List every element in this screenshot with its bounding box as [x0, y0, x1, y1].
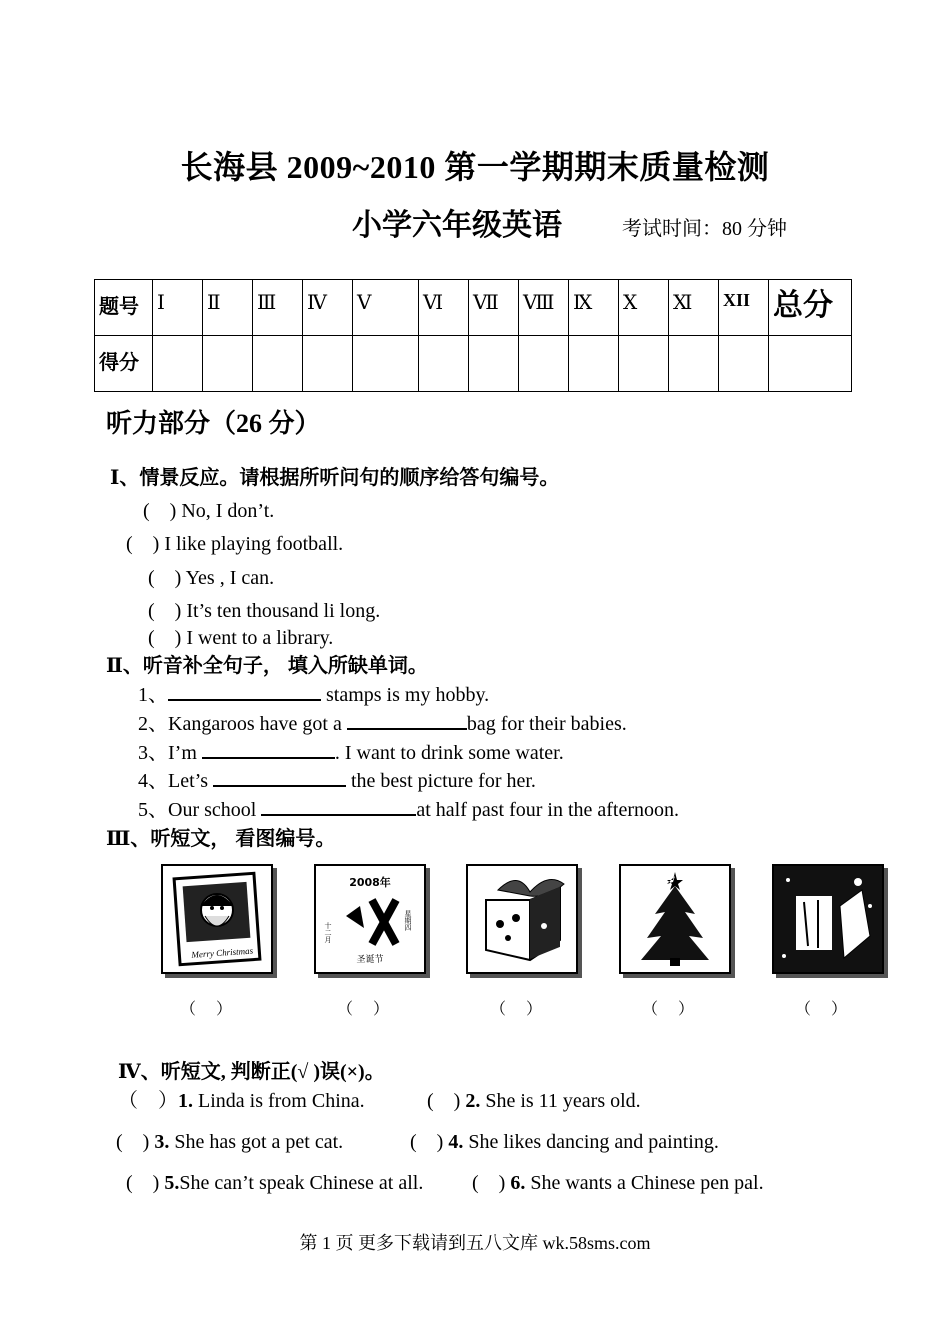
picture-answer-paren[interactable]: （ ） — [180, 1001, 233, 1018]
part1-title: Ⅰ、情景反应。请根据所听问句的顺序给答句编号。 — [110, 467, 560, 489]
fill-blank[interactable] — [261, 796, 416, 816]
answer-paren[interactable]: ( ) — [116, 1131, 150, 1153]
score-cell[interactable] — [153, 336, 203, 392]
calendar-icon — [316, 866, 424, 972]
exam-subtitle: 小学六年级英语 — [352, 209, 562, 242]
part1-item: ( ) No, I don’t. — [143, 500, 275, 522]
total-label: 总分 — [769, 280, 852, 336]
calendar-month: 十二月 — [324, 922, 332, 943]
picture-answer-paren[interactable]: （ ） — [642, 1001, 695, 1018]
calendar-picture — [314, 864, 426, 974]
score-cell[interactable] — [619, 336, 669, 392]
score-cell[interactable] — [253, 336, 303, 392]
answer-paren[interactable]: ( ) — [410, 1131, 444, 1153]
answer-paren[interactable]: ( ) — [148, 600, 182, 622]
col-label: Ⅸ — [569, 280, 619, 336]
answer-paren[interactable]: ( ) — [148, 627, 182, 649]
col-label: Ⅳ — [303, 280, 353, 336]
score-cell[interactable] — [419, 336, 469, 392]
card-text: Merry Christmas — [191, 945, 254, 960]
score-table — [94, 279, 852, 392]
score-table-score-row — [95, 336, 852, 392]
calendar-weekday: 星期四 — [404, 910, 412, 931]
part1-item: ( ) I went to a library. — [148, 627, 334, 649]
window-night-picture — [772, 864, 884, 974]
part2-item: 4、Let’s the best picture for her. — [138, 764, 536, 793]
exam-title: 长海县 2009~2010 第一学期期末质量检测 — [180, 149, 770, 185]
answer-paren[interactable]: ( ) — [126, 1172, 160, 1194]
calendar-festival: 圣诞节 — [356, 955, 384, 965]
exam-time: 考试时间：80 分钟 — [622, 218, 787, 240]
part1-item: ( ) I like playing football. — [126, 533, 344, 555]
col-label: Ⅲ — [253, 280, 303, 336]
christmas-tree-icon — [621, 866, 729, 972]
part4-item: ( ) 4. She likes dancing and painting. — [410, 1131, 719, 1153]
score-cell[interactable] — [769, 336, 852, 392]
window-night-icon — [774, 866, 882, 972]
christmas-tree-picture — [619, 864, 731, 974]
row-label-question: 题号 — [95, 280, 153, 336]
page-footer: 第 1 页 更多下载请到五八文库 wk.58sms.com — [299, 1233, 651, 1253]
answer-paren[interactable]: ( ) — [126, 533, 160, 555]
fill-blank[interactable] — [213, 767, 346, 787]
score-cell[interactable] — [669, 336, 719, 392]
answer-paren[interactable]: ( ) — [148, 567, 182, 589]
part4-title: Ⅳ、听短文, 判断正(√ )误(×)。 — [118, 1061, 385, 1083]
part3-title: Ⅲ、听短文， 看图编号。 — [106, 828, 336, 850]
answer-paren[interactable]: （ ） — [118, 1090, 178, 1112]
gift-box-icon — [468, 866, 576, 972]
col-label: Ⅹ — [619, 280, 669, 336]
col-label: Ⅴ — [353, 280, 419, 336]
santa-card-picture — [161, 864, 273, 974]
santa-card-icon — [163, 866, 271, 972]
col-label: Ⅰ — [153, 280, 203, 336]
answer-paren[interactable]: ( ) — [427, 1090, 461, 1112]
score-cell[interactable] — [353, 336, 419, 392]
picture-answer-paren[interactable]: （ ） — [795, 1001, 848, 1018]
score-cell[interactable] — [203, 336, 253, 392]
part2-item: 1、 stamps is my hobby. — [138, 678, 489, 707]
fill-blank[interactable] — [347, 710, 467, 730]
score-cell[interactable] — [719, 336, 769, 392]
part4-item: ( ) 5.She can’t speak Chinese at all. — [126, 1172, 424, 1194]
part2-item: 2、Kangaroos have got a bag for their babies. — [138, 707, 627, 736]
col-label: Ⅺ — [669, 280, 719, 336]
score-cell[interactable] — [569, 336, 619, 392]
part1-item: ( ) It’s ten thousand li long. — [148, 600, 381, 622]
col-label: Ⅷ — [519, 280, 569, 336]
score-cell[interactable] — [519, 336, 569, 392]
answer-paren[interactable]: ( ) — [143, 500, 177, 522]
part2-item: 5、Our school at half past four in the afternoon. — [138, 793, 679, 822]
fill-blank[interactable] — [202, 739, 335, 759]
picture-answer-paren[interactable]: （ ） — [490, 1001, 543, 1018]
fill-blank[interactable] — [168, 681, 321, 701]
score-cell[interactable] — [303, 336, 353, 392]
part4-item: ( ) 2. She is 11 years old. — [427, 1090, 641, 1112]
score-cell[interactable] — [469, 336, 519, 392]
score-table-header-row — [95, 280, 852, 336]
part4-item: ( ) 3. She has got a pet cat. — [116, 1131, 344, 1153]
calendar-year: 2008年 — [349, 876, 391, 889]
listening-heading: 听力部分（26 分） — [106, 409, 321, 438]
part2-title: Ⅱ、听音补全句子， 填入所缺单词。 — [106, 655, 428, 677]
col-label: Ⅵ — [419, 280, 469, 336]
picture-answer-paren[interactable]: （ ） — [337, 1001, 390, 1018]
col-label: Ⅶ — [469, 280, 519, 336]
answer-paren[interactable]: ( ) — [472, 1172, 506, 1194]
col-label: Ⅱ — [203, 280, 253, 336]
part1-item: ( ) Yes , I can. — [148, 567, 275, 589]
gift-box-picture — [466, 864, 578, 974]
row-label-score: 得分 — [95, 336, 153, 392]
part4-item: ( ) 6. She wants a Chinese pen pal. — [472, 1172, 764, 1194]
part4-item: （ ）1. Linda is from China. — [118, 1090, 365, 1112]
col-label: XII — [719, 280, 769, 336]
part2-item: 3、I’m . I want to drink some water. — [138, 736, 564, 765]
